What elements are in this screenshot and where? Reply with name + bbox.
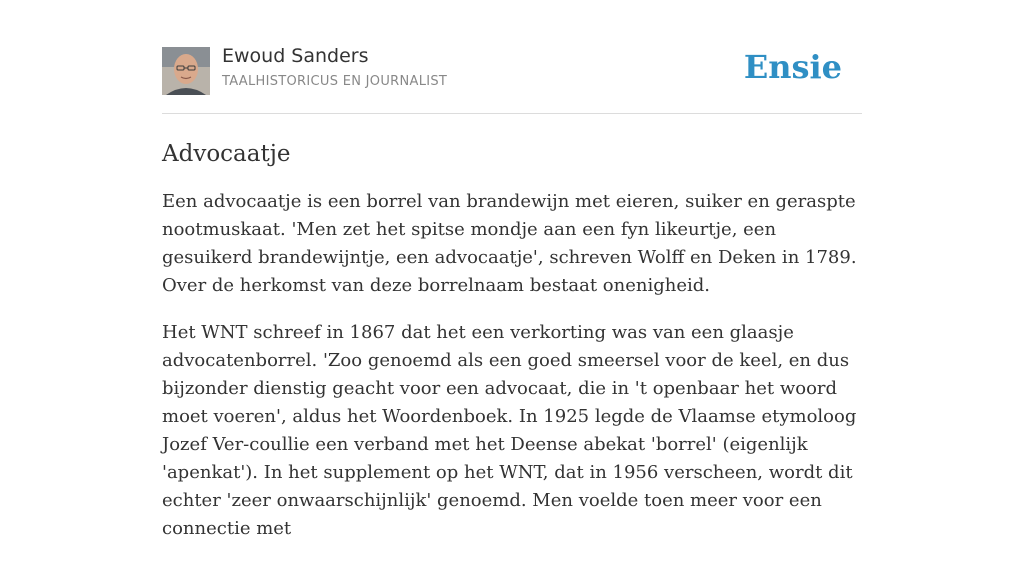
- author-role: TAALHISTORICUS EN JOURNALIST: [222, 74, 448, 89]
- article-title: Advocaatje: [162, 141, 291, 167]
- author-avatar[interactable]: [162, 47, 210, 95]
- article-body: [162, 188, 862, 543]
- paragraph: Een advocaatje is een borrel van brandewijn met eieren, suiker en geraspte nootmuskaat. 'Men zet het spitse mondje aan een fyn likeurtje, een gesuikerd brandewijntje, een advocaatje', schreven Wolff en Deken in 1789. Over de herkomst van deze borrelnaam bestaat onenigheid.: [162, 191, 857, 296]
- author-name[interactable]: Ewoud Sanders: [222, 45, 369, 67]
- ensie-logo[interactable]: Ensie: [743, 48, 842, 86]
- paragraph: Het WNT schreef in 1867 dat het een verkorting was van een glaasje advocatenborrel. 'Zoo genoemd als een goed smeersel voor de keel, en dus bijzonder dienstig geacht voor een advocaat, die in 't openbaar het woord moet voeren', aldus het Woordenboek. In 1925 legde de Vlaamse etymoloog Jozef Ver-coullie een verband met het Deense abekat 'borrel' (eigenlijk 'apenkat'). In het supplement op het WNT, dat in 1956 verscheen, wordt dit echter 'zeer onwaarschijnlijk' genoemd. Men voelde toen meer voor een connectie met: [162, 322, 857, 539]
- article-column: [162, 0, 862, 562]
- author-portrait-icon: [162, 47, 210, 95]
- article-header: [162, 0, 862, 114]
